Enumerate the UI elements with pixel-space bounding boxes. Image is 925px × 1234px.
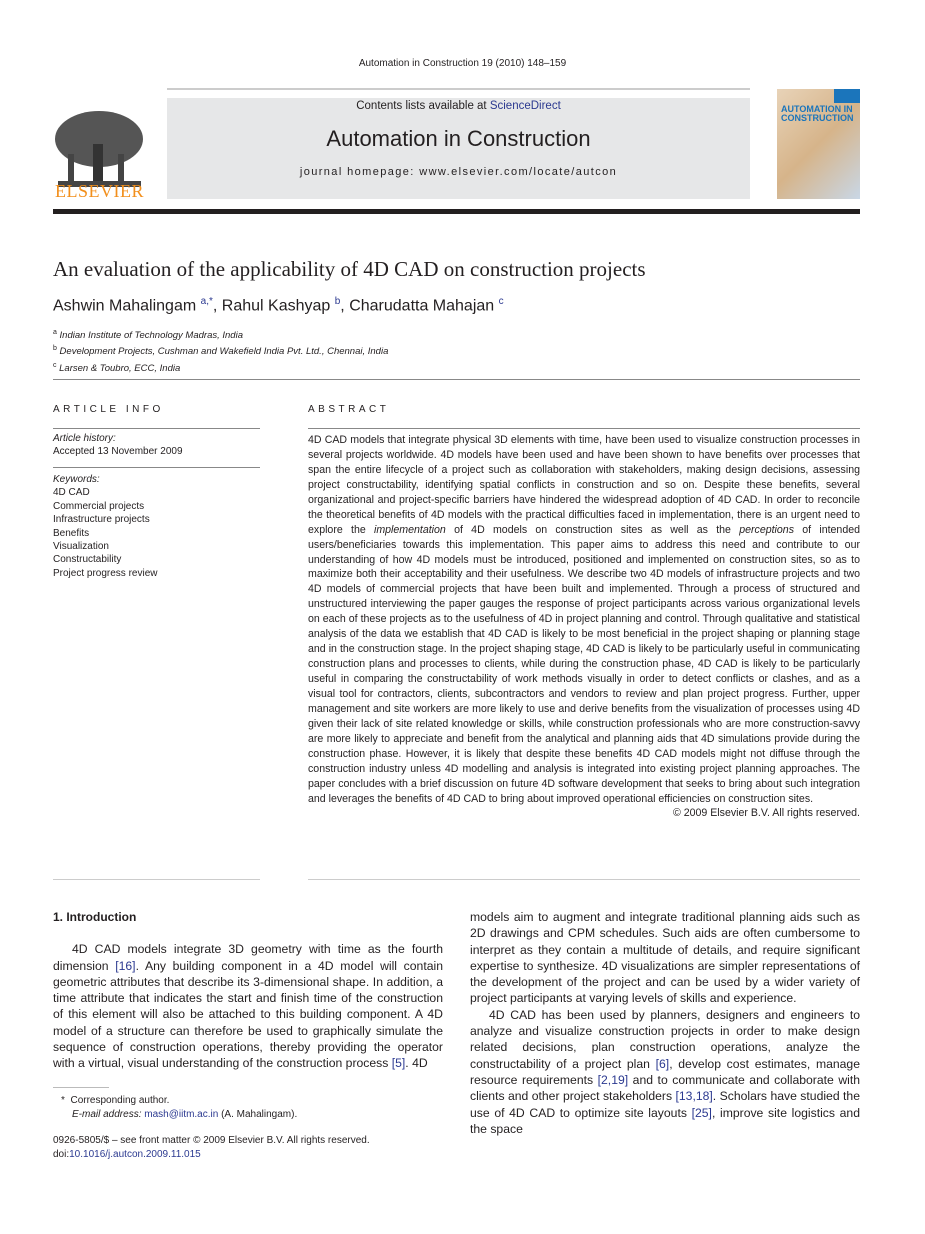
emphasis-text: perceptions — [739, 523, 794, 536]
journal-cover-image — [777, 89, 860, 199]
divider — [53, 467, 260, 468]
author-name: Charudatta Mahajan — [349, 297, 495, 315]
header-rule — [53, 209, 860, 214]
aff-sup: c — [53, 361, 57, 369]
affiliations — [53, 326, 388, 375]
email-suffix: (A. Mahalingam). — [218, 1108, 298, 1120]
divider — [167, 88, 750, 90]
author-list: Ashwin Mahalingam $^{a,*}$, Rahul Kashyap $^b$, Charudatta Mahajan $^c$ — [53, 296, 504, 315]
affiliation: Indian Institute of Technology Madras, India — [59, 330, 243, 342]
section-heading: 1. Introduction — [53, 910, 137, 924]
author-sup[interactable]: a,* — [200, 296, 213, 307]
text-segment: of 4D models on construction sites as well as the — [445, 523, 740, 536]
history-label: Article history: — [53, 433, 116, 444]
article-info-heading: ARTICLE INFO — [53, 404, 164, 415]
publisher-logo-text: ELSEVIER — [55, 181, 144, 201]
front-matter: 0926-5805/$ – see front matter © 2009 Elsevier B.V. All rights reserved. — [53, 1135, 370, 1146]
keyword: Constructability — [53, 554, 122, 566]
text-segment: . 4D — [405, 1056, 428, 1071]
divider — [53, 879, 260, 880]
text-segment: 4D CAD models that integrate physical 3D elements with time, have been used to visualize construction processes in several projects worldwide. 4D models have been used and have been shown to have benefits over processes that span the entire lifecycle of a project such as collaboration with stakeholders, making design decisions, assessing project constructability, identifying spatial conflicts in construction and so on. Despite these benefits, several organizational and project-specific barriers have hindered the widespread adoption of 4D CAD. In order to reconcile the theoretical benefits of 4D models with the practical difficulties faced in implementation, there is an urgent need to explore the — [308, 434, 860, 536]
author-name: Ashwin Mahalingam — [53, 297, 197, 315]
keyword: Visualization — [53, 541, 109, 553]
reference-link[interactable]: [2,19] — [597, 1072, 629, 1087]
text-segment: of intended users/beneficiaries towards this implementation. This paper aims to address this need and contribute to our understanding of how 4D models must be introduced, positioned and implemented on construction sites, so as to maximize both their acceptability and their usefulness. We describe two 4D models of infrastructure projects and two 4D models of commercial projects that have been built and implemented. Through a process of structured and unstructured interviewing the paper gauges the response of project participants across various organizational levels on each of these projects as to the usefulness of 4D in project planning and control. Through qualitative and statistical analysis of the data we establish that 4D CAD is likely to be most beneficial in the project shaping or planning stage and in the construction stage. In the project shaping stage, 4D CAD is likely to be particularly useful in communicating construction plans and processes to clients, while during the construction phase, 4D CAD is likely to be particularly useful in comparing the constructability of work methods visually in order to detect conflicts or clashes, and as a visual tool for contractors, clients, subcontractors and vendors to review and plan project progress. Further, upper management and site workers are more likely to use and derive benefits from the visualization of processes using 4D given their lack of site related knowledge or skills, while construction professionals who are more construction-savvy are more likely to appreciate and benefit from the analytical and planning aids that 4D simulations provide during the construction phase. However, it is likely that despite these benefits 4D CAD models might not diffuse through the construction industry unless 4D modelling and analysis is integrated into existing project planning approaches. The paper concludes with a brief discussion on future 4D software development that seeks to bring about such integration and leverages the benefits of 4D CAD to bring about improved operational efficiencies on construction sites. — [308, 523, 860, 805]
aff-sup: a — [53, 329, 57, 336]
right-column — [470, 909, 860, 1137]
email-label: E-mail address: — [72, 1108, 142, 1120]
journal-citation: Automation in Construction 19 (2010) 148–159 — [358, 58, 567, 69]
left-column — [53, 909, 443, 1072]
divider — [308, 879, 860, 880]
text-segment: and to communicate and collaborate with clients and other project stakeholders — [470, 1072, 860, 1104]
text-segment: . Scholars have studied the use of 4D CAD to optimize site layouts — [470, 1089, 860, 1120]
article-info — [53, 432, 260, 459]
affiliation: Development Projects, Cushman and Wakefield India Pvt. Ltd., Chennai, India — [59, 346, 389, 358]
contents-text: Contents lists available at — [356, 100, 490, 112]
abstract-text — [308, 433, 860, 806]
article-title: An evaluation of the applicability of 4D CAD on construction projects — [53, 257, 646, 281]
doi-label: doi: — [53, 1148, 70, 1160]
keyword: Project progress review — [53, 567, 158, 579]
history-value: Accepted 13 November 2009 — [53, 446, 183, 458]
email-link[interactable]: mash@iitm.ac.in — [144, 1108, 219, 1120]
abstract — [308, 433, 860, 821]
footnote-rule — [53, 1087, 109, 1088]
footnotes — [53, 1094, 370, 1161]
text-segment: , improve site logistics and the space — [470, 1105, 860, 1136]
text-segment: 4D CAD has been used by planners, designers and engineers to analyze and visualize construction projects in order to make design related decisions, plan construction operations, analyze the constructability of a project plan — [470, 1007, 860, 1071]
emphasis-text: implementation — [373, 523, 446, 536]
journal-title: Automation in Construction — [326, 126, 591, 151]
text-segment: models aim to augment and integrate traditional planning aids such as 2D drawings and CPM schedules. Such aids are often cumbersome to interpret as they contain a multitude of details, and require significant expertise to synthesize. 4D visualizations are simpler representations of the development of the project and can be used by a wider variety of project participants at varying levels of skills and experience. — [470, 910, 860, 1006]
keyword: Benefits — [53, 527, 90, 539]
abstract-heading: ABSTRACT — [308, 404, 390, 415]
author-sup[interactable]: c — [498, 296, 504, 307]
reference-link[interactable]: [16] — [115, 958, 136, 973]
journal-homepage[interactable]: journal homepage: www.elsevier.com/locate/autcon — [299, 166, 618, 178]
divider — [308, 428, 860, 429]
keywords — [53, 473, 260, 580]
paragraph — [470, 909, 860, 1007]
keyword: Infrastructure projects — [53, 514, 150, 526]
divider — [53, 379, 860, 380]
divider — [53, 428, 260, 429]
keywords-label: Keywords: — [53, 474, 100, 485]
author-name: Rahul Kashyap — [221, 297, 331, 315]
reference-link[interactable]: [5] — [391, 1056, 406, 1071]
paragraph — [53, 941, 443, 1071]
affiliation: Larsen & Toubro, ECC, India — [59, 363, 181, 375]
reference-link[interactable]: [6] — [655, 1056, 670, 1071]
text-segment: . Any building component in a 4D model will contain geometric attributes that describe its 3-dimensional shape. In addition, a time attribute that indicates the start and finish time of the construction of this element will also be attached to this building component. A 4D model of a structure can therefore be used to graphically simulate the sequence of construction operations, thereby providing the operator with a virtual, visual understanding of the construction process — [53, 958, 443, 1071]
sciencedirect-link[interactable]: ScienceDirect — [489, 100, 561, 112]
cover-title-2: CONSTRUCTION — [781, 113, 854, 123]
reference-link[interactable]: [13,18] — [675, 1089, 713, 1104]
paragraph — [470, 1007, 860, 1137]
footnote-marker: * — [61, 1095, 65, 1106]
copyright: © 2009 Elsevier B.V. All rights reserved. — [672, 807, 860, 820]
cover-title-1: AUTOMATION IN — [781, 104, 853, 114]
reference-link[interactable]: [25] — [691, 1105, 712, 1120]
text-segment: , develop cost estimates, manage resource requirements — [470, 1056, 860, 1087]
aff-sup: b — [53, 345, 57, 353]
doi-link[interactable]: 10.1016/j.autcon.2009.11.015 — [69, 1148, 201, 1160]
journal-banner — [167, 98, 750, 199]
keyword: Commercial projects — [53, 500, 145, 512]
corresponding-author: Corresponding author. — [70, 1095, 170, 1106]
author-sup[interactable]: b — [334, 296, 341, 307]
text-segment: 4D CAD models integrate 3D geometry with time as the fourth dimension — [53, 942, 443, 973]
keyword: 4D CAD — [53, 487, 90, 499]
